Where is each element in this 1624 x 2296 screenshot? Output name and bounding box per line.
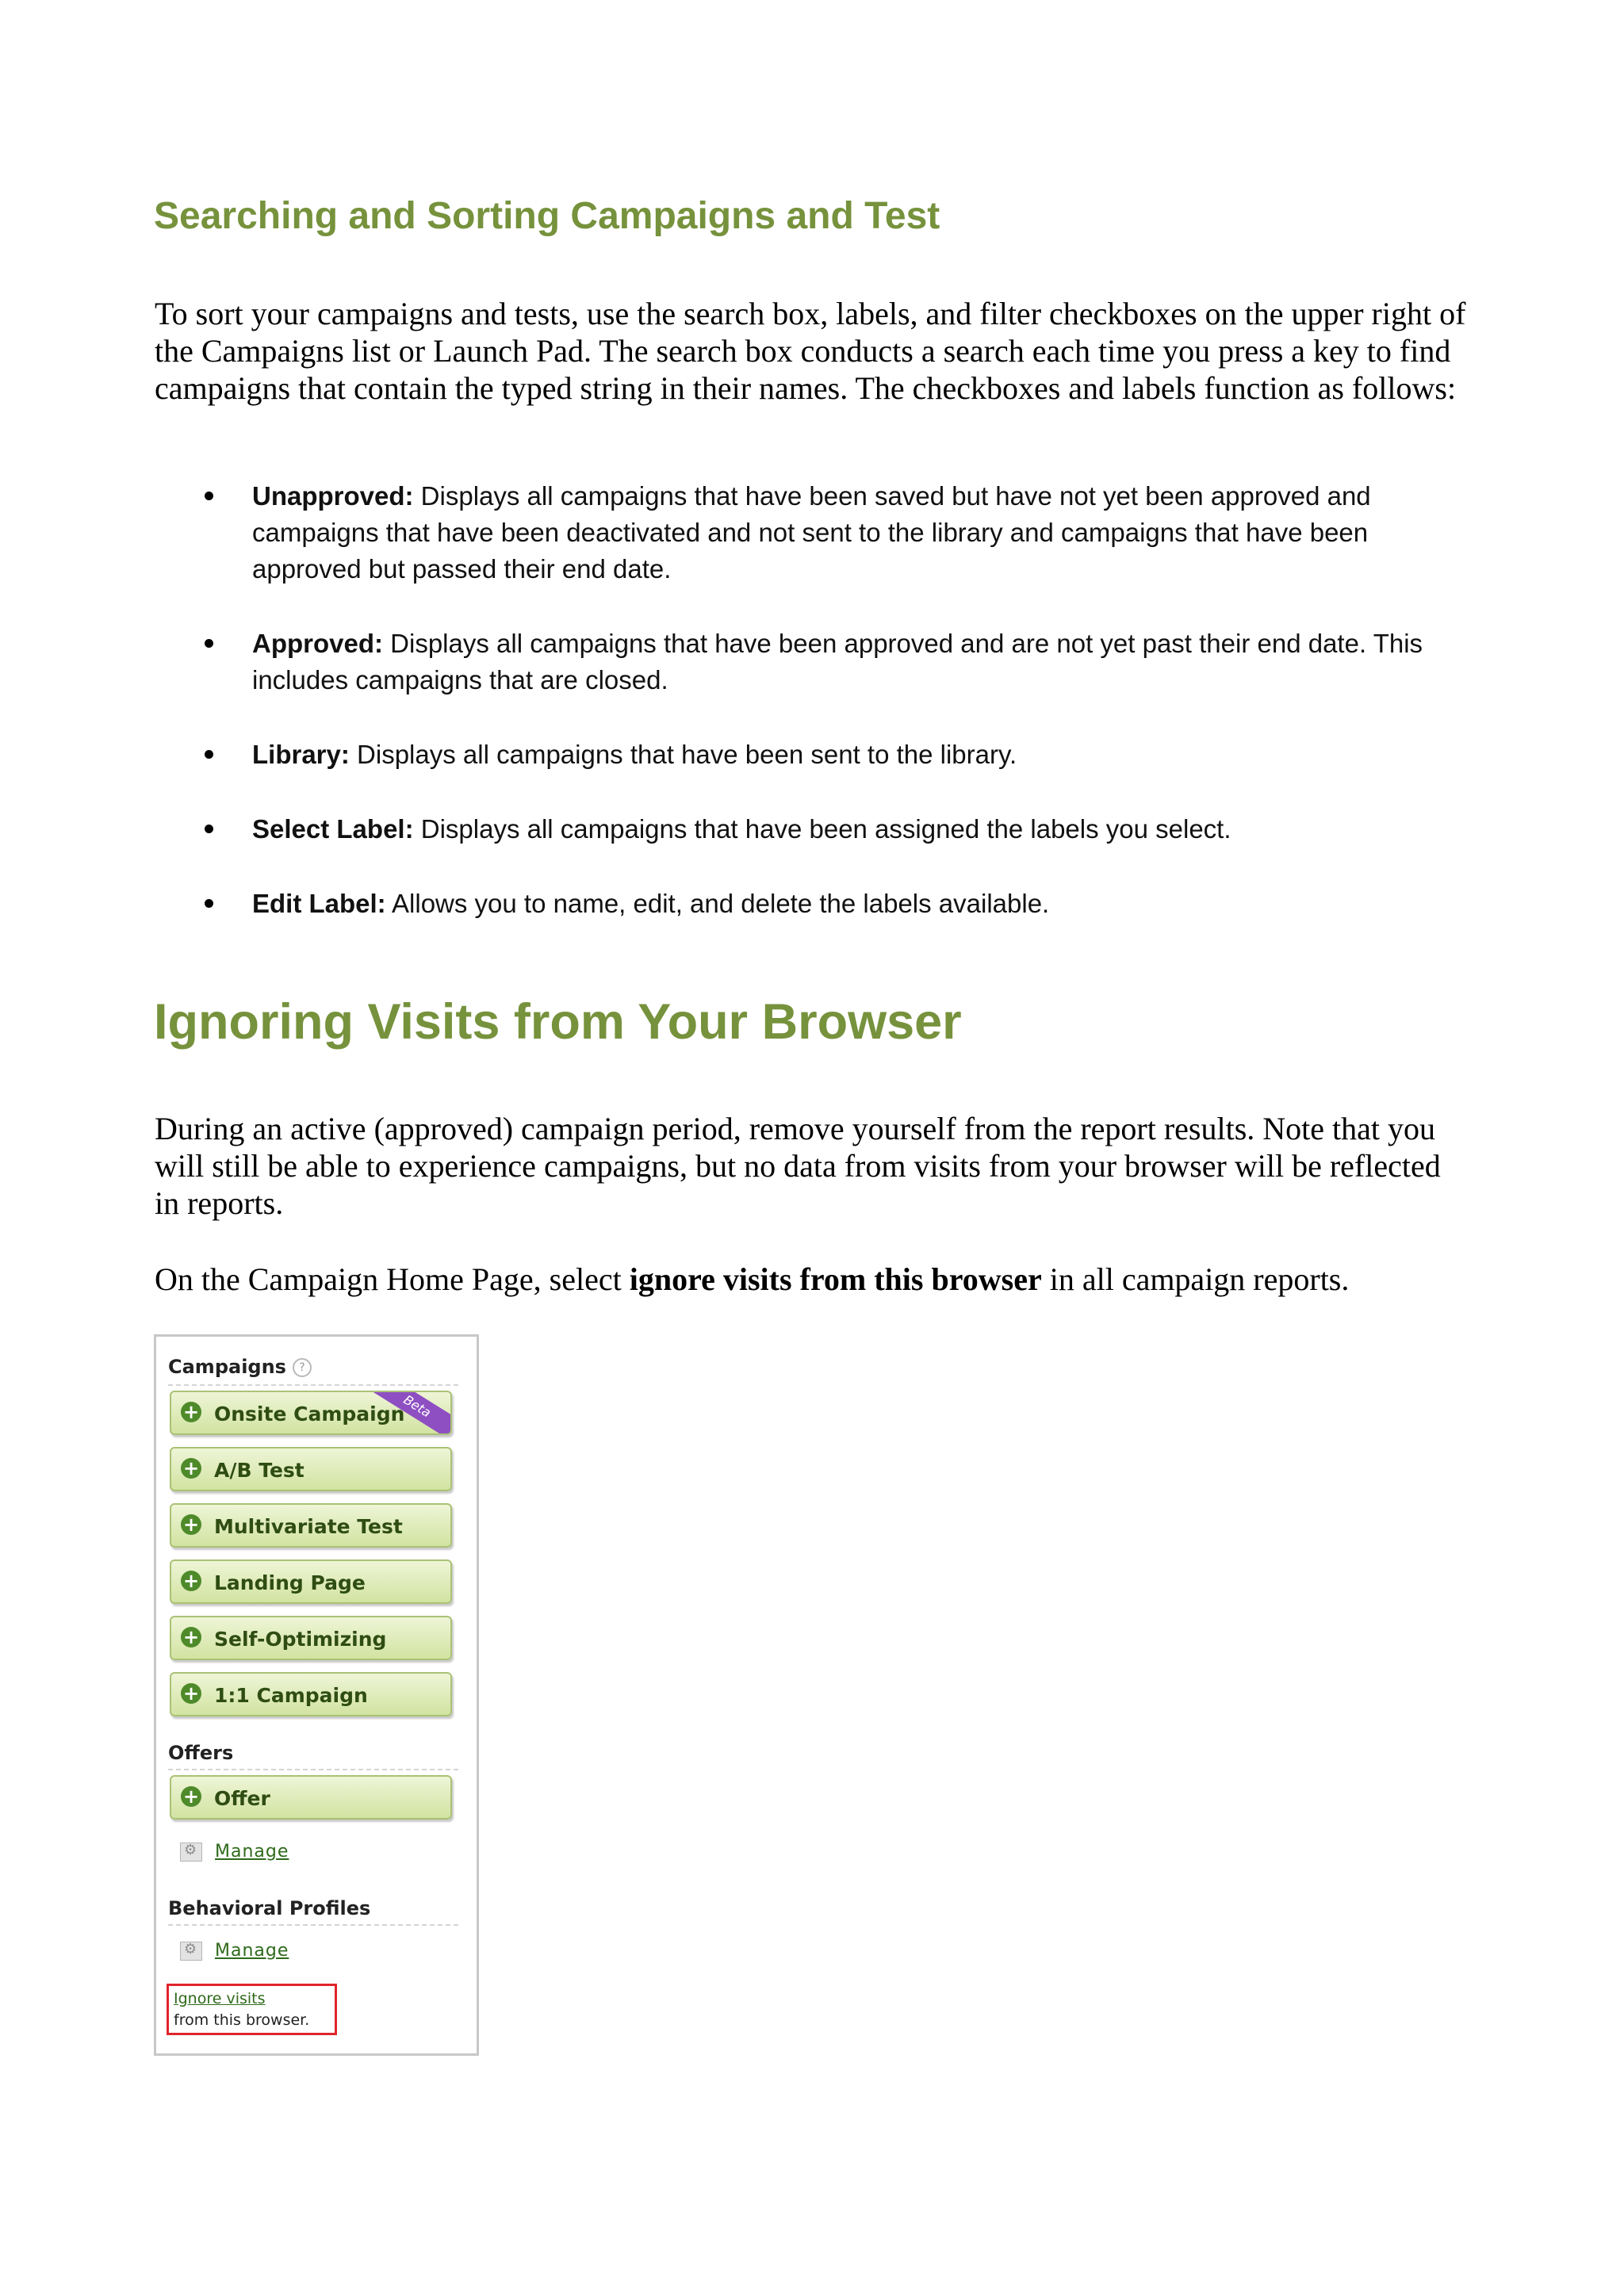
list-item bbox=[198, 737, 1467, 773]
plus-icon: + bbox=[181, 1627, 201, 1647]
campaigns-section-title: Campaigns ? bbox=[168, 1356, 312, 1378]
bullet-text: Displays all campaigns that have been assigned the labels you select. bbox=[413, 814, 1231, 844]
plus-icon: + bbox=[181, 1683, 201, 1704]
profiles-manage-link[interactable]: ⚙Manage bbox=[180, 1941, 289, 1968]
divider bbox=[168, 1769, 458, 1770]
bullet-icon bbox=[205, 492, 213, 500]
bullet-text: Displays all campaigns that have been saved but have not yet been approved and campaigns that have been deactivated and not sent to the library and campaigns that have been approved but passed their end date. bbox=[252, 481, 1371, 584]
plus-icon: + bbox=[181, 1458, 201, 1479]
list-item bbox=[198, 886, 1467, 922]
bullet-icon bbox=[205, 750, 213, 759]
list-item bbox=[198, 811, 1467, 848]
ab-test-button[interactable]: + A/B Test bbox=[170, 1447, 452, 1491]
section-heading-searching: Searching and Sorting Campaigns and Test bbox=[154, 195, 940, 237]
bullet-text: Allows you to name, edit, and delete the labels available. bbox=[385, 889, 1050, 918]
intro-paragraph: To sort your campaigns and tests, use the search box, labels, and filter checkboxes on the upper right of the Campaigns list or Launch Pad. The search box conducts a search each time you press a key to find campaigns that contain the typed string in their names. The checkboxes and labels function as follows: bbox=[155, 296, 1466, 406]
beta-badge: Beta bbox=[371, 1391, 452, 1435]
divider bbox=[168, 1924, 458, 1926]
onsite-campaign-button[interactable]: + Onsite Campaign Beta bbox=[170, 1391, 452, 1435]
instruction-paragraph: On the Campaign Home Page, select ignore visits from this browser in all campaign reports. bbox=[155, 1261, 1350, 1297]
landing-page-button[interactable]: + Landing Page bbox=[170, 1559, 452, 1604]
bullet-text: Displays all campaigns that have been sent to the library. bbox=[349, 740, 1017, 769]
multivariate-test-button[interactable]: + Multivariate Test bbox=[170, 1503, 452, 1548]
ignore-paragraph: During an active (approved) campaign period, remove yourself from the report results. Note that you will still be able to experience campaigns, but no data from visits from your browser will be reflected in reports. bbox=[155, 1111, 1441, 1221]
bullet-term: Edit Label: bbox=[252, 889, 386, 918]
behavioral-profiles-section-title: Behavioral Profiles bbox=[168, 1897, 371, 1919]
offers-manage-link[interactable]: ⚙Manage bbox=[180, 1842, 289, 1869]
campaign-sidebar-screenshot bbox=[154, 1334, 479, 2056]
plus-icon: + bbox=[181, 1786, 201, 1807]
manage-icon bbox=[180, 1942, 202, 1961]
plus-icon: + bbox=[181, 1571, 201, 1591]
bullet-icon bbox=[205, 825, 213, 833]
filter-options-list bbox=[198, 478, 1467, 960]
bullet-term: Select Label: bbox=[252, 814, 414, 844]
manage-icon bbox=[180, 1843, 202, 1862]
self-optimizing-button[interactable]: + Self-Optimizing bbox=[170, 1616, 452, 1660]
bullet-text: Displays all campaigns that have been approved and are not yet past their end date. This includes campaigns that are closed. bbox=[252, 629, 1423, 695]
list-item bbox=[198, 626, 1467, 698]
bullet-icon bbox=[205, 899, 213, 908]
plus-icon: + bbox=[181, 1514, 201, 1535]
bullet-term: Approved: bbox=[252, 629, 383, 658]
bullet-term: Unapproved: bbox=[252, 481, 414, 511]
instruction-bold: ignore visits from this browser bbox=[629, 1261, 1042, 1297]
offers-section-title: Offers bbox=[168, 1742, 234, 1764]
ignore-visits-link[interactable]: Ignore visits bbox=[174, 1990, 266, 2007]
plus-icon: + bbox=[181, 1402, 201, 1422]
ignore-visits-highlight: Ignore visits from this browser. bbox=[167, 1984, 337, 2035]
bullet-icon bbox=[205, 639, 213, 648]
bullet-term: Library: bbox=[252, 740, 350, 769]
divider bbox=[168, 1384, 458, 1386]
list-item bbox=[198, 478, 1467, 587]
one-to-one-campaign-button[interactable]: + 1:1 Campaign bbox=[170, 1672, 452, 1716]
section-heading-ignoring: Ignoring Visits from Your Browser bbox=[154, 994, 962, 1050]
help-icon[interactable]: ? bbox=[293, 1358, 312, 1377]
offer-button[interactable]: + Offer bbox=[170, 1775, 452, 1820]
